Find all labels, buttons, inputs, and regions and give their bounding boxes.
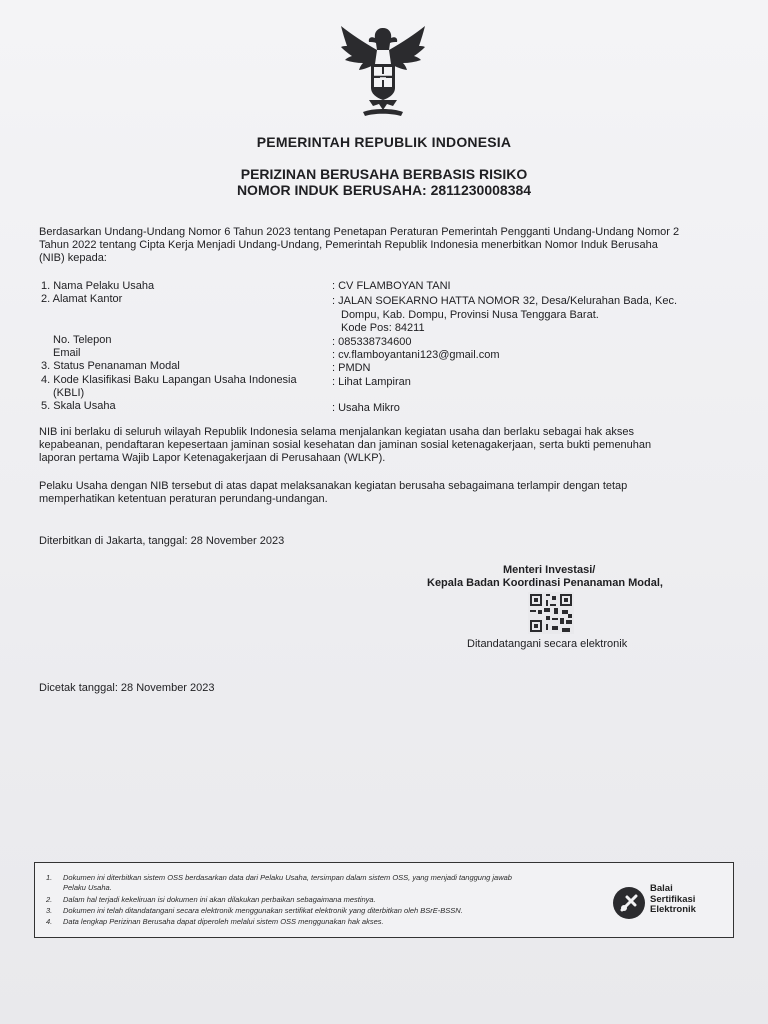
validity-line-1: NIB ini berlaku di seluruh wilayah Republik Indonesia selama menjalankan kegiatan usaha dan berlaku sebagai hak akses: [39, 426, 634, 438]
name-value: : CV FLAMBOYAN TANI: [332, 280, 451, 292]
intro-line-1: Berdasarkan Undang-Undang Nomor 6 Tahun 2023 tentang Penetapan Peraturan Pemerintah Pengganti Undang-Undang Nomor 2: [39, 226, 680, 238]
scale-label: 5. Skala Usaha: [41, 400, 116, 412]
footer-note-1-cont: Pelaku Usaha.: [63, 883, 112, 892]
permit-title: PERIZINAN BERUSAHA BERBASIS RISIKO: [240, 166, 528, 182]
email-value: : cv.flamboyantani123@gmail.com: [332, 349, 500, 361]
issued-date: Diterbitkan di Jakarta, tanggal: 28 November 2023: [39, 535, 285, 547]
footer-note-1: Dokumen ini diterbitkan sistem OSS berdasarkan data dari Pelaku Usaha, tersimpan dalam sistem OSS, yang menjadi tanggung jawab: [63, 873, 512, 882]
intro-line-3: (NIB) kepada:: [39, 252, 107, 264]
footer-note-4: Data lengkap Perizinan Berusaha dapat diperoleh melalui sistem OSS menggunakan hak akses.: [63, 917, 384, 926]
obligation-line-2: memperhatikan ketentuan peraturan perundang-undangan.: [39, 493, 328, 505]
footer-note-2: Dalam hal terjadi kekeliruan isi dokumen ini akan dilakukan perbaikan sebagaimana mestinya.: [63, 895, 376, 904]
validity-line-2: kepabeanan, pendaftaran kepesertaan jaminan sosial kesehatan dan jaminan sosial ketenagakerjaan, serta bukti pemenuhan: [39, 439, 652, 451]
garuda-emblem-icon: [333, 20, 433, 120]
nib-number: NOMOR INDUK BERUSAHA: 2811230008384: [236, 182, 532, 198]
phone-label: No. Telepon: [53, 334, 112, 346]
phone-value: : 085338734600: [332, 336, 412, 348]
obligation-line-1: Pelaku Usaha dengan NIB tersebut di atas dapat melaksanakan kegiatan berusaha sebagaimana terlampir dengan tetap: [39, 480, 628, 492]
signatory-title-1: Menteri Investasi/: [503, 564, 596, 576]
address-value-1: : JALAN SOEKARNO HATTA NOMOR 32, Desa/Kelurahan Bada, Kec.: [332, 295, 678, 307]
bsre-logo-icon: [612, 886, 646, 920]
address-label: 2. Alamat Kantor: [41, 293, 123, 305]
name-label: 1. Nama Pelaku Usaha: [41, 280, 155, 292]
scale-value: : Usaha Mikro: [332, 402, 400, 414]
printed-date: Dicetak tanggal: 28 November 2023: [39, 682, 215, 694]
bsre-label: [650, 884, 696, 916]
government-title: PEMERINTAH REPUBLIK INDONESIA: [256, 134, 512, 150]
bsre-label-line-1: Balai: [650, 883, 673, 894]
status-label: 3. Status Penanaman Modal: [41, 360, 180, 372]
intro-line-2: Tahun 2022 tentang Cipta Kerja Menjadi Undang-Undang, Pemerintah Republik Indonesia menerbitkan Nomor Induk Berusaha: [39, 239, 658, 251]
address-value-3: Kode Pos: 84211: [341, 322, 425, 334]
note-number: 3.: [46, 906, 53, 915]
note-number: 4.: [46, 917, 53, 926]
kbli-label: 4. Kode Klasifikasi Baku Lapangan Usaha Indonesia: [41, 374, 297, 386]
validity-line-3: laporan pertama Wajib Lapor Ketenagakerjaan di Perusahaan (WLKP).: [39, 452, 386, 464]
signature-qr-code: [528, 592, 574, 634]
status-value: : PMDN: [332, 362, 371, 374]
email-label: Email: [53, 347, 81, 359]
signatory-title-2: Kepala Badan Koordinasi Penanaman Modal,: [427, 577, 663, 589]
kbli-value: : Lihat Lampiran: [332, 376, 411, 388]
kbli-label-abbr: (KBLI): [53, 387, 85, 399]
note-number: 1.: [46, 873, 53, 882]
bsre-label-line-2: Sertifikasi: [650, 893, 696, 905]
footer-note-3: Dokumen ini telah ditandatangani secara elektronik menggunakan sertifikat elektronik yang diterbitkan oleh BSrE-BSSN.: [63, 906, 463, 915]
note-number: 2.: [46, 895, 53, 904]
bsre-label-line-3: Elektronik: [650, 904, 696, 915]
address-value-2: Dompu, Kab. Dompu, Provinsi Nusa Tenggara Barat.: [341, 309, 599, 321]
electronic-signature-note: Ditandatangani secara elektronik: [467, 638, 628, 650]
